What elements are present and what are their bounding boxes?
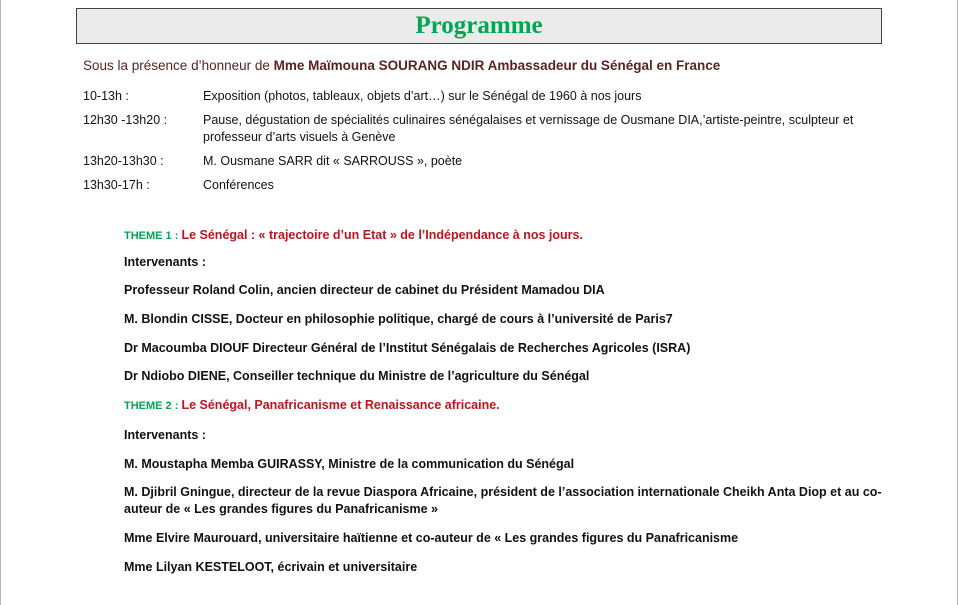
speaker-entry: M. Djibril Gningue, directeur de la revue Diaspora Africaine, président de l’association internationale Cheikh Anta Diop et au co-auteur de « Les grandes figures du Panafricanisme » [124,485,882,516]
schedule-time: 10-13h : [83,89,129,103]
speaker-entry: Mme Lilyan KESTELOOT, écrivain et universitaire [124,560,418,574]
speaker-entry: M. Moustapha Memba GUIRASSY, Ministre de la communication du Sénégal [124,457,575,471]
schedule-description: M. Ousmane SARR dit « SARROUSS », poète [203,154,463,168]
honor-line [83,58,720,73]
speaker-entry: Dr Macoumba DIOUF Directeur Général de l’Institut Sénégalais de Recherches Agricoles (ISRA) [124,341,691,355]
theme-title: Le Sénégal, Panafricanisme et Renaissance africaine. [181,398,500,412]
speaker-entry: Mme Elvire Maurouard, universitaire haïtienne et co-auteur de « Les grandes figures du Panafricanisme [124,531,739,545]
speakers-label: Intervenants : [124,428,206,442]
speaker-entry: Dr Ndiobo DIENE, Conseiller technique du Ministre de l’agriculture du Sénégal [124,369,590,383]
honor-prefix: Sous la présence d’honneur de [83,58,274,73]
speaker-entry: Professeur Roland Colin, ancien directeur de cabinet du Président Mamadou DIA [124,283,605,297]
speaker-entry: M. Blondin CISSE, Docteur en philosophie politique, chargé de cours à l’université de Paris7 [124,312,673,326]
speakers-label: Intervenants : [124,255,206,269]
schedule-time: 13h30-17h : [83,178,150,192]
honor-name: Mme Maïmouna SOURANG NDIR Ambassadeur du Sénégal en France [273,58,721,73]
schedule-description: Exposition (photos, tableaux, objets d’art…) sur le Sénégal de 1960 à nos jours [203,89,642,103]
theme-heading [124,228,583,242]
theme-title: Le Sénégal : « trajectoire d’un Etat » de l’Indépendance à nos jours. [181,228,583,242]
theme-heading [124,398,500,412]
schedule-time: 13h20-13h30 : [83,154,164,168]
schedule-description: Pause, dégustation de spécialités culinaires sénégalaises et vernissage de Ousmane DIA,’artiste-peintre, sculpteur et professeur d’arts visuels à Genève [203,113,854,144]
theme-prefix: THEME 2 : [124,400,182,412]
theme-prefix: THEME 1 : [124,230,182,242]
schedule-time: 12h30 -13h20 : [83,113,168,127]
schedule-description: Conférences [203,178,274,192]
title-box [76,8,882,44]
page-title: Programme [415,12,543,39]
